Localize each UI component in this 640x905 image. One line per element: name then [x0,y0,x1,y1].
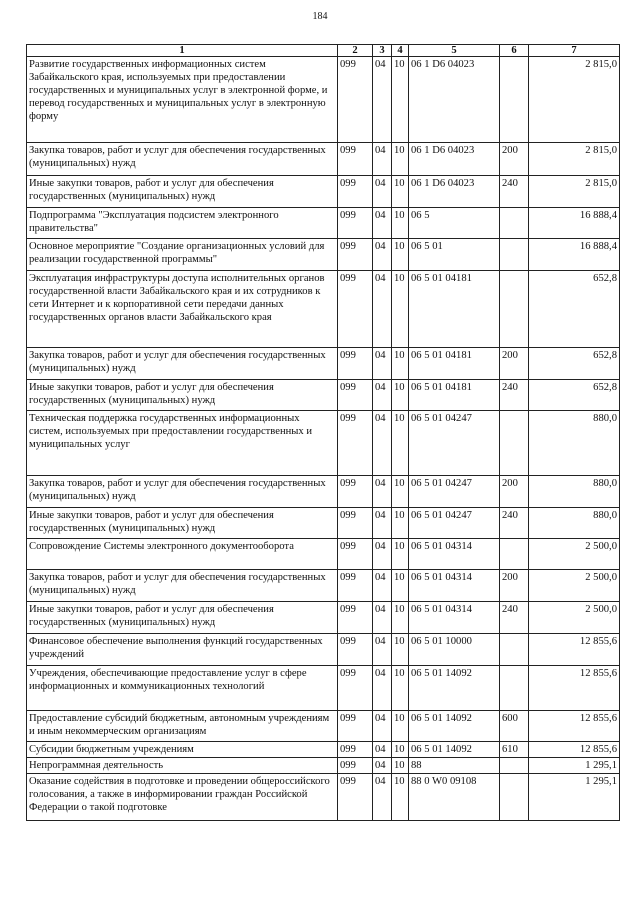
table-row [27,380,620,411]
row-name-cell: Закупка товаров, работ и услуг для обеспечения государственных (муниципальных) нужд [27,570,338,602]
row-name-cell: Субсидии бюджетным учреждениям [27,742,338,758]
table-row [27,570,620,602]
row-name-cell: Основное мероприятие "Создание организационных условий для реализации государственной программы" [27,239,338,271]
row-code-3-cell: 04 [373,143,392,176]
row-code-3-cell: 04 [373,239,392,271]
row-code-3-cell: 04 [373,774,392,821]
row-code-2-cell: 099 [338,476,373,508]
table-row [27,758,620,774]
row-code-5-cell: 06 5 01 04181 [409,271,500,348]
row-code-3-cell: 04 [373,539,392,570]
row-name-cell: Подпрограмма "Эксплуатация подсистем электронного правительства" [27,208,338,239]
table-row [27,711,620,742]
row-amount-cell: 1 295,1 [529,774,620,821]
row-name-cell: Иные закупки товаров, работ и услуг для обеспечения государственных (муниципальных) нужд [27,380,338,411]
row-amount-cell: 16 888,4 [529,208,620,239]
row-code-2-cell: 099 [338,666,373,711]
row-code-6-cell [500,758,529,774]
row-code-3-cell: 04 [373,176,392,208]
row-amount-cell: 2 815,0 [529,143,620,176]
row-code-4-cell: 10 [392,539,409,570]
row-code-2-cell: 099 [338,176,373,208]
row-amount-cell: 12 855,6 [529,666,620,711]
row-code-4-cell: 10 [392,570,409,602]
row-amount-cell: 880,0 [529,411,620,476]
row-amount-cell: 652,8 [529,348,620,380]
row-code-6-cell: 240 [500,602,529,634]
row-code-2-cell: 099 [338,634,373,666]
row-amount-cell: 2 500,0 [529,602,620,634]
row-code-3-cell: 04 [373,57,392,143]
table-row [27,176,620,208]
header-cell: 1 [27,45,338,57]
row-code-6-cell [500,774,529,821]
row-code-4-cell: 10 [392,774,409,821]
row-code-6-cell [500,239,529,271]
row-code-6-cell [500,208,529,239]
row-code-3-cell: 04 [373,208,392,239]
row-code-6-cell: 200 [500,570,529,602]
row-code-5-cell: 06 5 01 14092 [409,711,500,742]
row-code-5-cell: 06 5 01 04314 [409,602,500,634]
row-code-4-cell: 10 [392,602,409,634]
row-code-6-cell [500,539,529,570]
row-code-5-cell: 06 5 01 10000 [409,634,500,666]
row-code-2-cell: 099 [338,348,373,380]
row-code-6-cell: 200 [500,143,529,176]
row-name-cell: Иные закупки товаров, работ и услуг для обеспечения государственных (муниципальных) нужд [27,508,338,539]
header-cell: 6 [500,45,529,57]
row-code-5-cell: 06 5 01 04247 [409,411,500,476]
row-code-5-cell: 88 [409,758,500,774]
row-code-5-cell: 06 5 01 04314 [409,539,500,570]
row-code-5-cell: 06 5 [409,208,500,239]
row-code-4-cell: 10 [392,411,409,476]
row-code-2-cell: 099 [338,143,373,176]
row-code-2-cell: 099 [338,602,373,634]
row-amount-cell: 1 295,1 [529,758,620,774]
row-name-cell: Закупка товаров, работ и услуг для обеспечения государственных (муниципальных) нужд [27,143,338,176]
row-code-4-cell: 10 [392,634,409,666]
row-code-6-cell [500,57,529,143]
row-code-6-cell: 240 [500,508,529,539]
row-code-2-cell: 099 [338,539,373,570]
row-amount-cell: 16 888,4 [529,239,620,271]
row-code-3-cell: 04 [373,570,392,602]
row-code-4-cell: 10 [392,57,409,143]
table-row [27,239,620,271]
row-code-2-cell: 099 [338,411,373,476]
table-row [27,602,620,634]
row-code-3-cell: 04 [373,411,392,476]
row-code-3-cell: 04 [373,634,392,666]
row-name-cell: Непрограммная деятельность [27,758,338,774]
row-code-4-cell: 10 [392,508,409,539]
row-name-cell: Техническая поддержка государственных информационных систем, используемых при предоставлении государственных и муниципальных услуг [27,411,338,476]
row-code-3-cell: 04 [373,602,392,634]
table-row [27,411,620,476]
row-code-2-cell: 099 [338,380,373,411]
row-code-5-cell: 88 0 W0 09108 [409,774,500,821]
row-code-2-cell: 099 [338,508,373,539]
table-row [27,143,620,176]
row-code-5-cell: 06 1 D6 04023 [409,143,500,176]
row-code-4-cell: 10 [392,271,409,348]
table-row [27,508,620,539]
row-amount-cell: 12 855,6 [529,634,620,666]
row-code-6-cell: 200 [500,476,529,508]
row-code-2-cell: 099 [338,774,373,821]
row-code-5-cell: 06 5 01 14092 [409,666,500,711]
row-amount-cell: 12 855,6 [529,742,620,758]
row-code-3-cell: 04 [373,380,392,411]
row-code-6-cell [500,411,529,476]
row-code-3-cell: 04 [373,758,392,774]
row-code-4-cell: 10 [392,239,409,271]
table-row [27,666,620,711]
row-amount-cell: 880,0 [529,508,620,539]
header-cell: 5 [409,45,500,57]
row-amount-cell: 652,8 [529,380,620,411]
row-code-6-cell: 600 [500,711,529,742]
row-code-4-cell: 10 [392,176,409,208]
row-code-5-cell: 06 5 01 04247 [409,508,500,539]
row-code-6-cell: 610 [500,742,529,758]
row-code-6-cell [500,271,529,348]
row-code-6-cell [500,666,529,711]
row-code-5-cell: 06 5 01 04314 [409,570,500,602]
row-amount-cell: 2 500,0 [529,570,620,602]
row-code-2-cell: 099 [338,239,373,271]
row-amount-cell: 2 815,0 [529,176,620,208]
row-code-4-cell: 10 [392,348,409,380]
row-name-cell: Развитие государственных информационных систем Забайкальского края, используемых при предоставлении государственных и муниципальных услуг в электронной форме, и перевод государственных и муниципальных услуг в электронную форму [27,57,338,143]
page-number: 184 [312,11,328,22]
table-row [27,539,620,570]
row-code-3-cell: 04 [373,476,392,508]
row-amount-cell: 2 815,0 [529,57,620,143]
row-code-4-cell: 10 [392,742,409,758]
row-code-4-cell: 10 [392,666,409,711]
table-header-row [27,45,620,57]
row-code-5-cell: 06 5 01 14092 [409,742,500,758]
row-code-2-cell: 099 [338,711,373,742]
table-row [27,774,620,821]
row-code-6-cell: 240 [500,176,529,208]
row-name-cell: Оказание содействия в подготовке и проведении общероссийского голосования, а также в информировании граждан Российской Федерации о такой подготовке [27,774,338,821]
row-code-5-cell: 06 5 01 04181 [409,348,500,380]
row-code-3-cell: 04 [373,348,392,380]
row-name-cell: Закупка товаров, работ и услуг для обеспечения государственных (муниципальных) нужд [27,348,338,380]
table-row [27,348,620,380]
row-name-cell: Сопровождение Системы электронного документооборота [27,539,338,570]
row-code-4-cell: 10 [392,143,409,176]
row-amount-cell: 2 500,0 [529,539,620,570]
row-code-5-cell: 06 1 D6 04023 [409,57,500,143]
table-row [27,57,620,143]
row-code-5-cell: 06 5 01 04247 [409,476,500,508]
row-code-5-cell: 06 5 01 [409,239,500,271]
row-name-cell: Предоставление субсидий бюджетным, автономным учреждениям и иным некоммерческим организациям [27,711,338,742]
row-code-5-cell: 06 5 01 04181 [409,380,500,411]
row-code-4-cell: 10 [392,208,409,239]
row-code-2-cell: 099 [338,208,373,239]
row-code-3-cell: 04 [373,711,392,742]
row-name-cell: Эксплуатация инфраструктуры доступа исполнительных органов государственной власти Забайкальского края и их сотрудников к сети Интернет и к корпоративной сети передачи данных государственных органов власти Забайкальского края [27,271,338,348]
table-row [27,208,620,239]
budget-table [26,44,620,821]
row-code-2-cell: 099 [338,758,373,774]
header-cell: 3 [373,45,392,57]
row-amount-cell: 652,8 [529,271,620,348]
row-name-cell: Финансовое обеспечение выполнения функций государственных учреждений [27,634,338,666]
row-code-6-cell: 200 [500,348,529,380]
header-cell: 2 [338,45,373,57]
header-cell: 7 [529,45,620,57]
row-code-2-cell: 099 [338,742,373,758]
row-name-cell: Иные закупки товаров, работ и услуг для обеспечения государственных (муниципальных) нужд [27,176,338,208]
table-row [27,742,620,758]
table-row [27,476,620,508]
header-cell: 4 [392,45,409,57]
row-code-3-cell: 04 [373,742,392,758]
row-name-cell: Иные закупки товаров, работ и услуг для обеспечения государственных (муниципальных) нужд [27,602,338,634]
row-code-4-cell: 10 [392,758,409,774]
row-amount-cell: 880,0 [529,476,620,508]
row-code-3-cell: 04 [373,508,392,539]
row-code-6-cell [500,634,529,666]
row-code-4-cell: 10 [392,476,409,508]
row-code-2-cell: 099 [338,57,373,143]
table-row [27,634,620,666]
row-code-4-cell: 10 [392,711,409,742]
row-code-3-cell: 04 [373,666,392,711]
row-code-2-cell: 099 [338,271,373,348]
row-amount-cell: 12 855,6 [529,711,620,742]
row-code-4-cell: 10 [392,380,409,411]
row-code-2-cell: 099 [338,570,373,602]
row-name-cell: Учреждения, обеспечивающие предоставление услуг в сфере информационных и коммуникационных технологий [27,666,338,711]
row-code-6-cell: 240 [500,380,529,411]
row-code-5-cell: 06 1 D6 04023 [409,176,500,208]
row-name-cell: Закупка товаров, работ и услуг для обеспечения государственных (муниципальных) нужд [27,476,338,508]
table-row [27,271,620,348]
row-code-3-cell: 04 [373,271,392,348]
